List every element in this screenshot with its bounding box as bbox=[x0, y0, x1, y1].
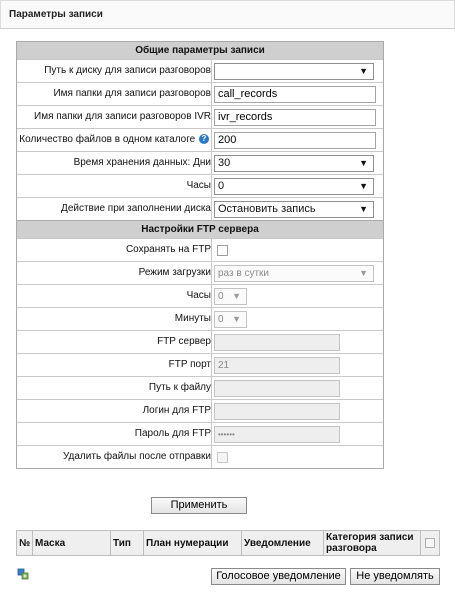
chevron-down-icon: ▼ bbox=[359, 66, 368, 76]
col-select-all bbox=[421, 531, 439, 555]
folder-name-label: Имя папки для записи разговоров bbox=[53, 88, 211, 99]
ftp-path-input[interactable] bbox=[214, 380, 340, 397]
ftp-password-input[interactable]: •••••• bbox=[214, 426, 340, 443]
chevron-down-icon: ▼ bbox=[359, 268, 368, 278]
col-number: № bbox=[17, 531, 33, 555]
panel-header bbox=[0, 0, 455, 29]
files-per-dir-label-wrap bbox=[19, 129, 209, 151]
ftp-section-header bbox=[17, 220, 383, 238]
upload-mode-row bbox=[17, 261, 383, 284]
col-mask: Маска bbox=[33, 531, 111, 555]
ftp-server-row bbox=[17, 330, 383, 353]
save-to-ftp-row bbox=[17, 238, 383, 261]
notifications-table-header bbox=[16, 530, 440, 556]
disk-full-action-row bbox=[17, 197, 383, 220]
ftp-port-label: FTP порт bbox=[168, 359, 211, 370]
folder-name-ivr-input[interactable]: ivr_records bbox=[214, 109, 376, 126]
col-notification: Уведомление bbox=[242, 531, 324, 555]
chevron-down-icon: ▼ bbox=[359, 158, 368, 168]
retention-days-select[interactable] bbox=[214, 155, 374, 172]
no-notify-button[interactable]: Не уведомлять bbox=[350, 568, 440, 585]
retention-hours-value: 0 bbox=[218, 180, 225, 192]
voice-notify-button[interactable]: Голосовое уведомление bbox=[211, 568, 346, 585]
folder-name-input[interactable]: call_records bbox=[214, 86, 376, 103]
ftp-port-input[interactable]: 21 bbox=[214, 357, 340, 374]
ftp-server-input[interactable] bbox=[214, 334, 340, 351]
col-numbering-plan: План нумерации bbox=[144, 531, 242, 555]
help-icon[interactable]: ? bbox=[199, 134, 209, 144]
ftp-path-row bbox=[17, 376, 383, 399]
delete-after-checkbox[interactable] bbox=[217, 452, 228, 463]
disk-path-row bbox=[17, 59, 383, 82]
save-to-ftp-checkbox[interactable] bbox=[217, 245, 228, 256]
delete-after-label: Удалить файлы после отправки bbox=[62, 451, 211, 462]
ftp-path-label: Путь к файлу bbox=[148, 382, 211, 393]
ftp-minutes-label: Минуты bbox=[174, 313, 211, 324]
retention-days-value: 30 bbox=[218, 157, 231, 169]
record-settings-form bbox=[16, 41, 384, 469]
upload-mode-select[interactable] bbox=[214, 265, 374, 282]
add-row-icon[interactable] bbox=[17, 568, 29, 580]
disk-path-label: Путь к диску для записи разговоров bbox=[44, 65, 211, 76]
ftp-login-input[interactable] bbox=[214, 403, 340, 420]
ftp-minutes-value: 0 bbox=[218, 314, 224, 325]
ftp-server-label: FTP сервер bbox=[157, 336, 211, 347]
disk-full-action-select[interactable] bbox=[214, 201, 374, 218]
ftp-login-row bbox=[17, 399, 383, 422]
ftp-password-row bbox=[17, 422, 383, 445]
delete-after-row bbox=[17, 445, 383, 468]
files-per-dir-label: Количество файлов в одном каталоге bbox=[19, 134, 196, 145]
col-type: Тип bbox=[111, 531, 144, 555]
folder-name-ivr-label: Имя папки для записи разговоров IVR bbox=[34, 111, 211, 122]
panel-title: Параметры записи bbox=[9, 9, 103, 20]
col-record-category: Категория записи разговора bbox=[324, 531, 421, 555]
upload-mode-value: раз в сутки bbox=[218, 268, 270, 279]
retention-hours-select[interactable] bbox=[214, 178, 374, 195]
disk-full-action-label: Действие при заполнении диска bbox=[61, 203, 211, 214]
chevron-down-icon: ▼ bbox=[232, 291, 241, 301]
retention-days-row bbox=[17, 151, 383, 174]
files-per-dir-input[interactable]: 200 bbox=[214, 132, 376, 149]
disk-path-select[interactable] bbox=[214, 63, 374, 80]
retention-days-label: Время хранения данных: Дни bbox=[73, 157, 211, 168]
select-all-checkbox[interactable] bbox=[425, 538, 435, 548]
apply-button[interactable]: Применить bbox=[151, 497, 247, 514]
chevron-down-icon: ▼ bbox=[232, 314, 241, 324]
disk-full-action-value: Остановить запись bbox=[218, 203, 316, 215]
retention-hours-row bbox=[17, 174, 383, 197]
retention-hours-label: Часы bbox=[186, 180, 211, 191]
ftp-hours-value: 0 bbox=[218, 291, 224, 302]
save-to-ftp-label: Сохранять на FTP bbox=[125, 244, 211, 255]
ftp-hours-select[interactable] bbox=[214, 288, 247, 305]
ftp-login-label: Логин для FTP bbox=[142, 405, 211, 416]
folder-name-row bbox=[17, 82, 383, 105]
general-section-title: Общие параметры записи bbox=[135, 45, 265, 56]
ftp-hours-label: Часы bbox=[186, 290, 211, 301]
files-per-dir-row bbox=[17, 128, 383, 151]
folder-name-ivr-row bbox=[17, 105, 383, 128]
ftp-port-row bbox=[17, 353, 383, 376]
ftp-password-label: Пароль для FTP bbox=[134, 428, 211, 439]
chevron-down-icon: ▼ bbox=[359, 204, 368, 214]
upload-mode-label: Режим загрузки bbox=[138, 267, 211, 278]
ftp-hours-row bbox=[17, 284, 383, 307]
general-section-header bbox=[17, 42, 383, 59]
ftp-minutes-row bbox=[17, 307, 383, 330]
chevron-down-icon: ▼ bbox=[359, 181, 368, 191]
ftp-minutes-select[interactable] bbox=[214, 311, 247, 328]
ftp-section-title: Настройки FTP сервера bbox=[141, 224, 259, 235]
